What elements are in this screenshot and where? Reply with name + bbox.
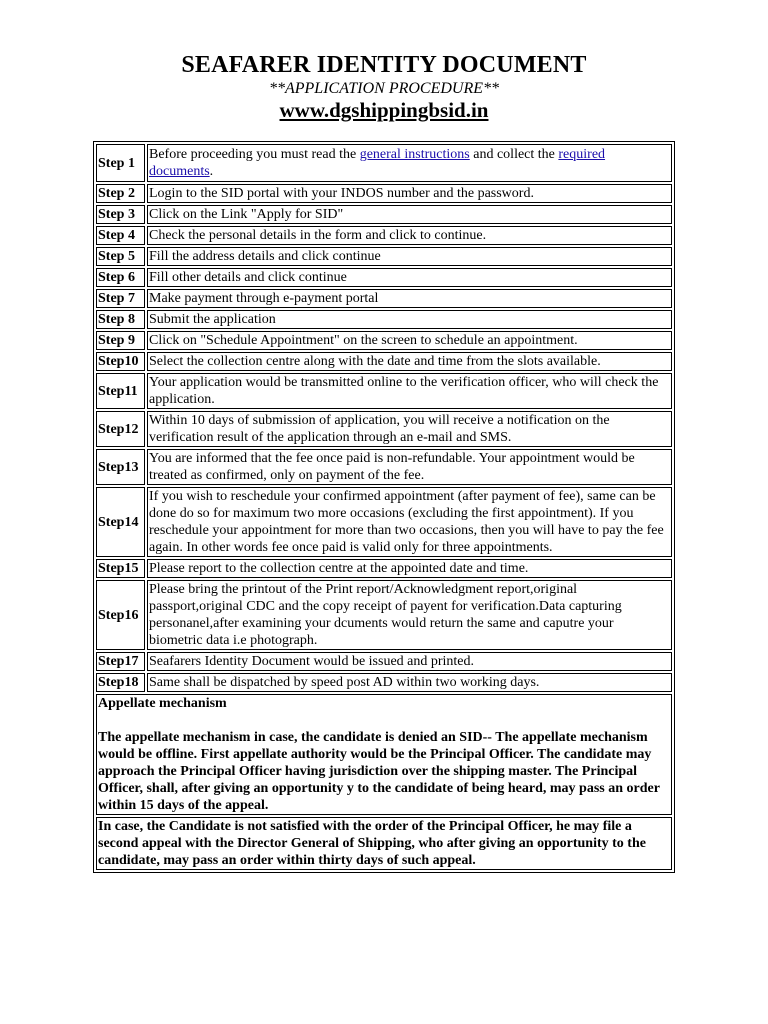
appeal-row xyxy=(96,817,672,870)
step-label: Step18 xyxy=(96,673,145,692)
step-text: If you wish to reschedule your confirmed appointment (after payment of fee), same can be done do so for maximum two more occasions (excluding the first appointment). If you reschedule your appointment for more than two occasions, then you will have to pay the fee again. In other words fee once paid is valid only for three appointments. xyxy=(147,487,672,557)
table-row xyxy=(96,449,672,485)
step-text xyxy=(147,144,672,182)
step-text: Submit the application xyxy=(147,310,672,329)
table-row xyxy=(96,559,672,578)
step-label: Step 2 xyxy=(96,184,145,203)
step-text: Click on "Schedule Appointment" on the screen to schedule an appointment. xyxy=(147,331,672,350)
steps-table xyxy=(93,141,675,873)
step-label: Step10 xyxy=(96,352,145,371)
table-row xyxy=(96,289,672,308)
table-row xyxy=(96,226,672,245)
step-text: Login to the SID portal with your INDOS number and the password. xyxy=(147,184,672,203)
step-text: Please bring the printout of the Print report/Acknowledgment report,original passport,original CDC and the copy receipt of payent for verification.Data capturing personanel,after examining your dcuments would return the same and caputre your biometric data i.e photograph. xyxy=(147,580,672,650)
table-row xyxy=(96,184,672,203)
step-text: Click on the Link "Apply for SID" xyxy=(147,205,672,224)
step-label: Step 5 xyxy=(96,247,145,266)
step-label: Step 8 xyxy=(96,310,145,329)
step-label: Step11 xyxy=(96,373,145,409)
website-url: www.dgshippingbsid.in xyxy=(279,98,489,122)
step-label: Step12 xyxy=(96,411,145,447)
step1-suffix: . xyxy=(209,164,214,179)
step-text: Your application would be transmitted online to the verification officer, who will check the application. xyxy=(147,373,672,409)
general-instructions-link[interactable]: general instructions xyxy=(359,147,470,162)
step-text: Fill other details and click continue xyxy=(147,268,672,287)
table-row xyxy=(96,652,672,671)
step-text: Same shall be dispatched by speed post AD within two working days. xyxy=(147,673,672,692)
appellate-heading: Appellate mechanism xyxy=(98,696,227,711)
table-row xyxy=(96,580,672,650)
step-label: Step13 xyxy=(96,449,145,485)
table-row xyxy=(96,247,672,266)
document-subtitle: **APPLICATION PROCEDURE** xyxy=(268,80,500,97)
step-label: Step17 xyxy=(96,652,145,671)
step-text: Fill the address details and click continue xyxy=(147,247,672,266)
table-row xyxy=(96,373,672,409)
appellate-first-paragraph: The appellate mechanism in case, the candidate is denied an SID-- The appellate mechanism would be offline. First appellate authority would be the Principal Officer. The candidate may approach the Principal Officer having jurisdiction over the shipping master. The Principal Officer, shall, after giving an opportunity y to the candidate of being heard, may pass an order within 15 days of the appeal. xyxy=(98,730,660,813)
step-label: Step 9 xyxy=(96,331,145,350)
step-label: Step14 xyxy=(96,487,145,557)
step-label: Step 6 xyxy=(96,268,145,287)
step-label: Step 4 xyxy=(96,226,145,245)
step-text: Check the personal details in the form and click to continue. xyxy=(147,226,672,245)
step-text: Within 10 days of submission of application, you will receive a notification on the verification result of the application through an e-mail and SMS. xyxy=(147,411,672,447)
table-row xyxy=(96,268,672,287)
step-label: Step 3 xyxy=(96,205,145,224)
required-documents-link[interactable]: required documents xyxy=(149,147,606,179)
step-text: Make payment through e-payment portal xyxy=(147,289,672,308)
step-label: Step 7 xyxy=(96,289,145,308)
step-text: You are informed that the fee once paid is non-refundable. Your appointment would be treated as confirmed, only on payment of the fee. xyxy=(147,449,672,485)
step-label: Step15 xyxy=(96,559,145,578)
step1-middle: and collect the xyxy=(469,147,559,162)
step-text: Select the collection centre along with the date and time from the slots available. xyxy=(147,352,672,371)
document-title: SEAFARER IDENTITY DOCUMENT xyxy=(181,52,587,78)
step-text: Seafarers Identity Document would be issued and printed. xyxy=(147,652,672,671)
step1-prefix: Before proceeding you must read the xyxy=(149,147,360,162)
table-row xyxy=(96,673,672,692)
step-text: Please report to the collection centre at the appointed date and time. xyxy=(147,559,672,578)
table-row xyxy=(96,144,672,182)
table-row xyxy=(96,411,672,447)
second-appeal-cell: In case, the Candidate is not satisfied with the order of the Principal Officer, he may file a second appeal with the Director General of Shipping, who after giving an opportunity to the candidate, may pass an order within thirty days of such appeal. xyxy=(96,817,672,870)
table-row xyxy=(96,205,672,224)
table-row xyxy=(96,331,672,350)
table-row xyxy=(96,487,672,557)
appeal-row xyxy=(96,694,672,815)
step-label: Step 1 xyxy=(96,144,145,182)
appellate-mechanism-cell xyxy=(96,694,672,815)
step-label: Step16 xyxy=(96,580,145,650)
table-row xyxy=(96,352,672,371)
table-row xyxy=(96,310,672,329)
